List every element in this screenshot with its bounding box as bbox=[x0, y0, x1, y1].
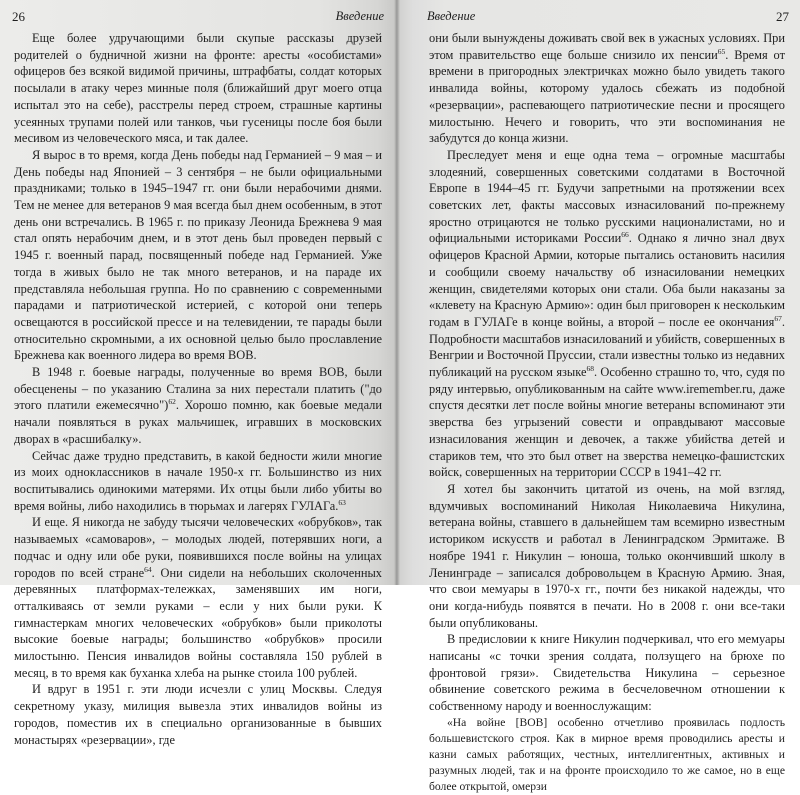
paragraph-text: Я хотел бы закончить цитатой из очень, на мой взгляд, вдумчивых воспоминаний Николая Николаевича Никулина, ветерана войны, ставшего в дальнейшем там всемирно известным историком искусств и работал в Ленинградском Эрмитаже. В ноябре 1941 г. Никулин – юноша, только окончивший школу в Ленинграде – записался добровольцем в Красную Армию. Зная, что свои мемуары в 1970-х гг., почти без никакой надежды, что они когда-нибудь появятся в печати. Но в 2008 г. они все-таки были опубликованы. bbox=[429, 481, 785, 630]
right-running-title: Введение bbox=[427, 9, 476, 23]
footnote-marker: 64 bbox=[144, 564, 152, 574]
left-page-number: 26 bbox=[12, 9, 25, 24]
paragraph bbox=[14, 147, 382, 364]
paragraph bbox=[429, 631, 785, 715]
paragraph-text: . Они сидели на небольших сколоченных деревянных платформах-тележках, заменявших им ноги, отталкиваясь от земли руками – если у них были руки. К гимнастеркам многих человеческих «обрубков» были приколоты высокие боевые награды; большинство «обрубков» просили милостыню. Пенсия инвалидов войны составляла 150 рублей в месяц, в то время как буханка хлеба на рынке стоила 100 рублей. bbox=[14, 565, 382, 680]
paragraph-text: они были вынуждены доживать свой век в ужасных условиях. При этом правительство еще больше снизило их пенсии bbox=[429, 31, 785, 62]
paragraph-text: Сейчас даже трудно представить, в какой бедности жили многие из моих одноклассников в начале 1950-х гг. Большинство из них воспитывались одинокими матерями. Их отцы были либо убиты во время войны, либо находились в тюрьмах и лагерях ГУЛАГа. bbox=[14, 448, 382, 513]
paragraph bbox=[14, 30, 382, 147]
book-gutter bbox=[394, 0, 400, 585]
paragraph bbox=[429, 147, 785, 481]
paragraph-text: Я вырос в то время, когда День победы над Германией – 9 мая – и День победы над Японией – 3 сентября – не были официальными праздниками; только в 1945–1947 гг. они были нерабочими днями. Тем не менее для ветеранов 9 мая всегда был днем особенным, в этот день они встречались. В 1965 г. по приказу Леонида Брежнева 9 мая стал опять нерабочим днем, и в этот день был проведен первый с 1945 г. военный парад, посвященный победе над Германией. Уже тогда в живых было не так много ветеранов, и на параде их представляла небольшая группа. Но по сравнению с современными парадами и патриотической истерией, с которой они теперь освещаются в российской прессе и на телевидении, те парады были относительно скромными, а их основной целью было прославление Брежнева как военного лидера во время ВОВ. bbox=[14, 147, 382, 363]
right-page-body bbox=[429, 30, 785, 795]
footnote-marker: 63 bbox=[338, 497, 346, 507]
paragraph bbox=[14, 681, 382, 748]
paragraph-text: . Время от времени в пригородных электричках можно было увидеть такого инвалида войны, которому удалось сбежать из подобной «резервации», распевающего патриотические песни и просящего милостыню. Нечего и говорить, что эти воспоминания не забудутся до конца жизни. bbox=[429, 47, 785, 146]
paragraph bbox=[429, 481, 785, 631]
footnote-marker: 67 bbox=[774, 313, 782, 323]
right-page bbox=[397, 0, 800, 793]
quotation-text: «На войне [ВОВ] особенно отчетливо проявилась подлость большевистского строя. Как в мирное время проводились аресты и казни самых работящих, честных, интеллигентных, активных и разумных людей, так и на фронте происходило то же самое, но в еще более открытой, омерзи bbox=[429, 715, 785, 793]
footnote-marker: 62 bbox=[168, 397, 176, 407]
footnote-marker: 68 bbox=[586, 363, 594, 373]
footnote-marker: 66 bbox=[621, 230, 629, 240]
paragraph-text: . Подробности масштабов изнасилований и убийств, совершенных в Венгрии и Восточной Пруссии, стали известны только из недавних публикаций на русском языке bbox=[429, 314, 785, 380]
paragraph-text: В 1948 г. боевые награды, полученные во время ВОВ, были обесценены – по указанию Сталина за них перестали платить ("до этого платили ежемесячно") bbox=[14, 365, 382, 413]
paragraph-text: . Хорошо помню, как боевые медали начали появляться в руках мальчишек, игравших в московских дворах в «расшибалку». bbox=[14, 398, 382, 446]
footnote-marker: 65 bbox=[717, 46, 726, 56]
paragraph-text: В предисловии к книге Никулин подчеркивал, что его мемуары написаны «с точки зрения солдата, ползущего на брюхе по фронтовой грязи». Свидетельства Никулина – серьезное обвинение советского режима в бесчеловечном отношении к собственному народу и военнослужащим: bbox=[429, 632, 785, 714]
paragraph-text: Еще более удручающими были скупые рассказы друзей родителей о будничной жизни на фронте: аресты «особистами» офицеров без всякой видимой причины, штрафбаты, солдат которых посылали в атаку через минные поля (ближайший друг моего отца испытал это на себе), расстрелы перед строем, страшные картины усеянных трупами полей или танков, чьи гусеницы после боя были месивом из человеческого мяса, и так далее. bbox=[14, 31, 382, 146]
paragraph-text: Преследует меня и еще одна тема – огромные масштабы злодеяний, совершенных советскими солдатами в Восточной Европе в 1944–45 гг. Будучи запретными на протяжении всех советских лет, факты массовых изнасилований по-прежнему яростно отрицаются не только русскими националистами, но и официальными историками России bbox=[429, 147, 785, 246]
paragraph bbox=[14, 364, 382, 448]
quotation bbox=[429, 715, 785, 795]
paragraph-text: И вдруг в 1951 г. эти люди исчезли с улиц Москвы. Следуя секретному указу, милиция вывезла этих инвалидов войны из городов, поместив их в специально организованные в бывших монастырях «резервации», где bbox=[14, 682, 382, 747]
left-page bbox=[0, 0, 397, 747]
right-page-number: 27 bbox=[776, 9, 789, 24]
paragraph bbox=[14, 448, 382, 515]
left-page-body bbox=[14, 30, 382, 748]
paragraph-text: И еще. Я никогда не забуду тысячи человеческих «обрубков», так называемых «самоваров», – молодых людей, потерявших ноги, а подчас и одну или обе руки, появившихся после войны на улицах городов по всей стране bbox=[14, 515, 382, 580]
paragraph-text: . Однако я лично знал двух офицеров Красной Армии, которые пытались остановить насилия и сообщили своему начальству об изнасиловании немецких женщин, свидетелями которых они стали. Оба были наказаны за «клевету на Красную Армию»: один был приговорен к нескольким годам в ГУЛАГе в конце войны, а второй – после ее окончания bbox=[429, 231, 785, 329]
paragraph bbox=[429, 30, 785, 147]
paragraph bbox=[14, 514, 382, 681]
paragraph-text: . Особенно страшно то, что, судя по ряду интервью, опубликованным на сайте www.iremember.ru, даже спустя десятки лет после войны многие ветераны вспоминают эти зверства без угрызений совести и оправдывают массовые изнасилования женщин и девочек, а также убийства детей и стариков тем, что это был ответ на зверства немецко-фашистских войск, совершенных на территории СССР в 1941–42 гг. bbox=[429, 365, 786, 480]
left-running-title: Введение bbox=[335, 9, 384, 23]
